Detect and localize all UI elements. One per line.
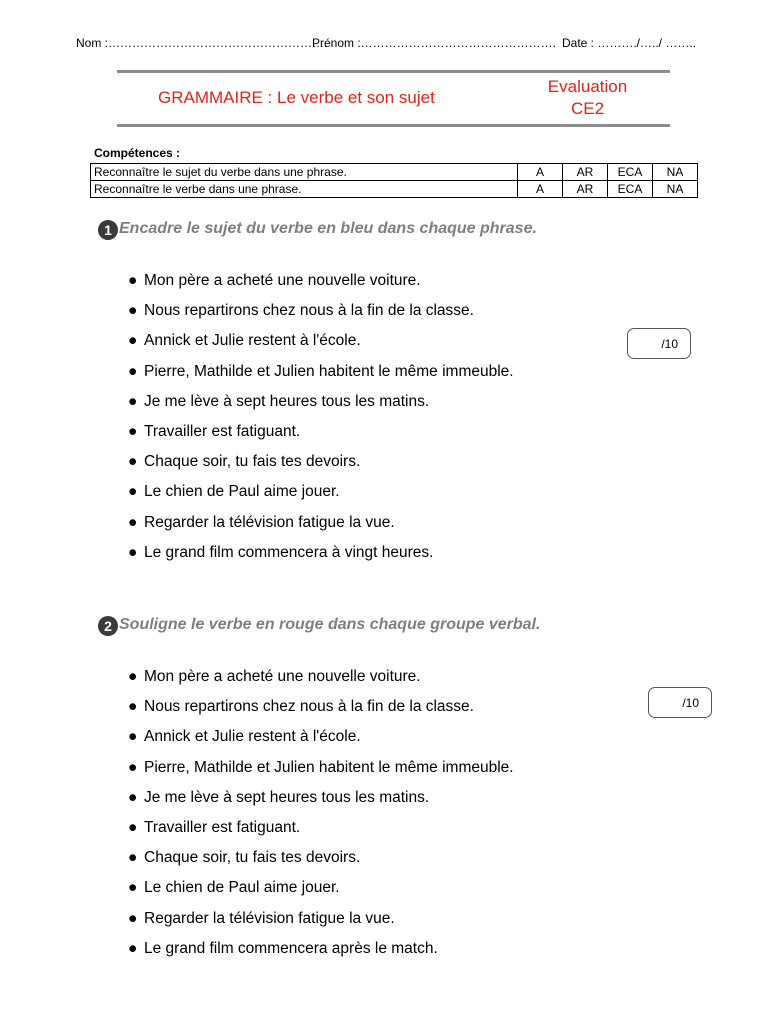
sentence-text[interactable]: Le chien de Paul aime jouer. (144, 879, 340, 897)
competence-level-a[interactable]: A (518, 181, 563, 198)
sentence-item (128, 417, 514, 447)
sentence-item (128, 692, 514, 722)
sentence-item (128, 266, 514, 296)
exercise1-number-badge: 1 (98, 220, 118, 240)
competence-level-eca[interactable]: ECA (608, 181, 653, 198)
bullet-icon: ● (128, 668, 138, 685)
bullet-icon: ● (128, 272, 138, 289)
sentence-item (128, 387, 514, 417)
bullet-icon: ● (128, 302, 138, 320)
competence-level-a[interactable]: A (518, 164, 563, 181)
bullet-icon: ● (128, 698, 138, 716)
page-title: GRAMMAIRE : Le verbe et son sujet (158, 88, 435, 107)
sentence-text[interactable]: Regarder la télévision fatigue la vue. (144, 909, 395, 927)
sentence-item (128, 813, 514, 843)
bullet-icon: ● (128, 939, 138, 957)
competence-level-ar[interactable]: AR (563, 164, 608, 181)
bullet-icon: ● (128, 758, 138, 776)
competence-row (91, 181, 698, 198)
sentence-text[interactable]: Annick et Julie restent à l'école. (144, 728, 361, 746)
exercise1-instruction (98, 220, 537, 240)
exercise2-instruction (98, 616, 540, 636)
competence-level-na[interactable]: NA (653, 181, 698, 198)
sentence-item (128, 722, 514, 752)
evaluation-label (530, 76, 645, 120)
sentence-text[interactable]: Le grand film commencera à vingt heures. (144, 543, 434, 561)
sentence-text[interactable]: Je me lève à sept heures tous les matins. (144, 788, 430, 806)
sentence-text[interactable]: Je me lève à sept heures tous les matins. (144, 392, 430, 410)
sentence-text[interactable]: Nous repartirons chez nous à la fin de la classe. (144, 302, 474, 320)
sentence-item (128, 904, 514, 934)
bullet-icon: ● (128, 788, 138, 806)
sentence-text[interactable]: Annick et Julie restent à l'école. (144, 332, 361, 350)
title-rule-top (117, 70, 670, 73)
bullet-icon: ● (128, 513, 138, 531)
firstname-field[interactable]: Prénom :…………………………………………. (312, 36, 557, 50)
exercise1-instruction-text: Encadre le sujet du verbe en bleu dans chaque phrase. (119, 220, 537, 237)
sentence-text[interactable]: Travailler est fatiguant. (144, 422, 301, 440)
bullet-icon: ● (128, 362, 138, 380)
exercise2-sentence-list (128, 662, 514, 964)
title-rule-bottom (117, 124, 670, 127)
bullet-icon: ● (128, 453, 138, 471)
sentence-item (128, 477, 514, 507)
sentence-text[interactable]: Le chien de Paul aime jouer. (144, 483, 340, 501)
sentence-text[interactable]: Le grand film commencera après le match. (144, 939, 438, 957)
sentence-text[interactable]: Travailler est fatiguant. (144, 818, 301, 836)
competence-level-eca[interactable]: ECA (608, 164, 653, 181)
sentence-item (128, 326, 514, 356)
bullet-icon: ● (128, 422, 138, 440)
name-field[interactable]: Nom :………………………………………………. (76, 36, 328, 50)
sentence-item (128, 662, 514, 692)
sentence-text[interactable]: Regarder la télévision fatigue la vue. (144, 513, 395, 531)
bullet-icon: ● (128, 849, 138, 867)
competence-level-na[interactable]: NA (653, 164, 698, 181)
sentence-text[interactable]: Pierre, Mathilde et Julien habitent le même immeuble. (144, 362, 514, 380)
sentence-item (128, 447, 514, 477)
bullet-icon: ● (128, 543, 138, 561)
bullet-icon: ● (128, 879, 138, 897)
sentence-text[interactable]: Nous repartirons chez nous à la fin de la classe. (144, 698, 474, 716)
evaluation-label-line1: Evaluation (547, 77, 628, 96)
bullet-icon: ● (128, 909, 138, 927)
sentence-item (128, 508, 514, 538)
exercise1-score-box[interactable]: /10 (627, 328, 691, 359)
exercise2-score-box[interactable]: /10 (648, 687, 712, 718)
sentence-text[interactable]: Chaque soir, tu fais tes devoirs. (144, 849, 361, 867)
bullet-icon: ● (128, 483, 138, 501)
exercise1-sentence-list (128, 266, 514, 568)
sentence-item (128, 357, 514, 387)
sentence-text[interactable]: Mon père a acheté une nouvelle voiture. (144, 668, 421, 685)
sentence-text[interactable]: Pierre, Mathilde et Julien habitent le même immeuble. (144, 758, 514, 776)
bullet-icon: ● (128, 728, 138, 746)
competence-row (91, 164, 698, 181)
bullet-icon: ● (128, 818, 138, 836)
bullet-icon: ● (128, 392, 138, 410)
competences-table (90, 163, 698, 198)
exercise2-instruction-text: Souligne le verbe en rouge dans chaque groupe verbal. (119, 616, 541, 633)
competence-level-ar[interactable]: AR (563, 181, 608, 198)
sentence-item (128, 783, 514, 813)
sentence-item (128, 934, 514, 964)
competence-text: Reconnaître le verbe dans une phrase. (91, 181, 518, 198)
date-field[interactable]: Date : ………./…../ …….. (562, 36, 697, 50)
sentence-item (128, 538, 514, 568)
competences-label: Compétences : (94, 146, 181, 160)
exercise2-number-badge: 2 (98, 616, 118, 636)
sentence-item (128, 873, 514, 903)
sentence-item (128, 843, 514, 873)
competence-text: Reconnaître le sujet du verbe dans une phrase. (91, 164, 518, 181)
bullet-icon: ● (128, 332, 138, 350)
evaluation-grade: CE2 (570, 99, 605, 118)
sentence-item (128, 753, 514, 783)
sentence-item (128, 296, 514, 326)
sentence-text[interactable]: Chaque soir, tu fais tes devoirs. (144, 453, 361, 471)
sentence-text[interactable]: Mon père a acheté une nouvelle voiture. (144, 272, 421, 289)
